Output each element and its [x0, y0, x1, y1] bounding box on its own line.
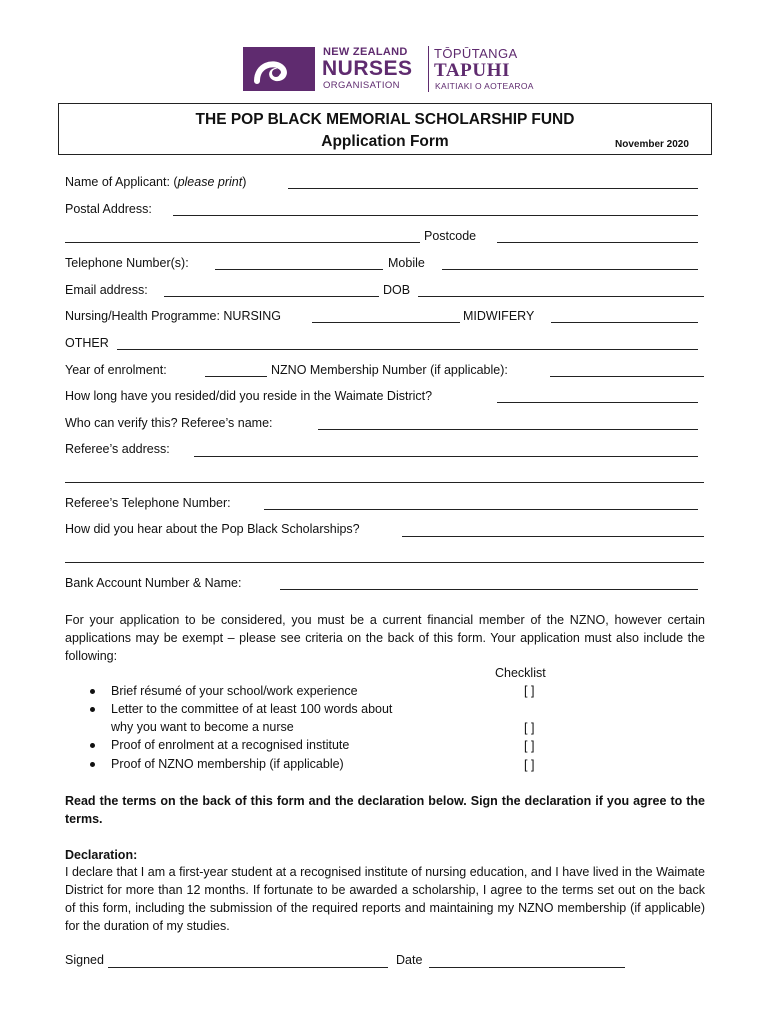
logo-text-organisation: ORGANISATION — [323, 80, 400, 91]
form-title: THE POP BLACK MEMORIAL SCHOLARSHIP FUND — [195, 111, 575, 128]
signed-label: Signed — [65, 953, 104, 967]
checklist-item-letter-cont: why you want to become a nurse — [111, 720, 294, 734]
hear-about-label: How did you hear about the Pop Black Scholarships? — [65, 522, 360, 536]
checklist-item-enrolment: Proof of enrolment at a recognised institute — [111, 738, 350, 752]
hear-about-field[interactable] — [402, 536, 704, 537]
declaration-text: I declare that I am a first-year student at a recognised institute of nursing education, and I have lived in the Waimate District for more than 12 months. If fortunate to be awarded a scholarship, I agree to the terms set out on the back of this form, including the submission of the required reports and maintaining my NZNO membership (if applicable) for the duration of my studies. — [65, 865, 705, 933]
logo-text-toputanga: TŌPŪTANGA — [434, 46, 518, 61]
declaration-heading: Declaration: — [65, 848, 138, 862]
logo-divider — [428, 46, 429, 92]
postcode-field[interactable] — [497, 242, 698, 243]
date-label: Date — [396, 953, 423, 967]
email-field[interactable] — [164, 296, 379, 297]
bullet — [90, 762, 95, 767]
postal-address-field[interactable] — [173, 215, 698, 216]
checkbox-letter[interactable]: [ ] — [524, 721, 535, 735]
mobile-field[interactable] — [442, 269, 698, 270]
referee-name-field[interactable] — [318, 429, 698, 430]
referee-phone-field[interactable] — [264, 509, 698, 510]
email-label: Email address: — [65, 283, 148, 297]
nzno-logo-mark — [243, 47, 315, 91]
instruction-text: Read the terms on the back of this form and the declaration below. Sign the declaration if you agree to the terms. — [65, 794, 705, 826]
form-subtitle: Application Form — [321, 133, 449, 150]
name-field[interactable] — [288, 188, 698, 189]
hear-about-line2-field[interactable] — [65, 562, 704, 563]
referee-phone-label: Referee’s Telephone Number: — [65, 496, 231, 510]
date-field[interactable] — [429, 967, 625, 968]
dob-label: DOB — [383, 283, 411, 297]
midwifery-label: MIDWIFERY — [463, 309, 535, 323]
checklist-item-resume: Brief résumé of your school/work experience — [111, 684, 358, 698]
postal-address-line2-field[interactable] — [65, 242, 420, 243]
membership-number-field[interactable] — [550, 376, 704, 377]
referee-address-field[interactable] — [194, 456, 698, 457]
logo-text-kaitiaki: KAITIAKI O AOTEAROA — [435, 81, 534, 91]
bank-account-field[interactable] — [280, 589, 698, 590]
referee-address-line2-field[interactable] — [65, 482, 704, 483]
midwifery-field[interactable] — [551, 322, 698, 323]
checklist-heading: Checklist — [495, 666, 546, 680]
year-enrolment-label: Year of enrolment: — [65, 363, 167, 377]
residence-label: How long have you resided/did you reside in the Waimate District? — [65, 389, 433, 403]
logo-text-nurses: NURSES — [322, 57, 413, 80]
postcode-label: Postcode — [424, 229, 477, 243]
other-label: OTHER — [65, 336, 109, 350]
bullet — [90, 743, 95, 748]
checklist-item-membership: Proof of NZNO membership (if applicable) — [111, 757, 344, 771]
programme-label: Nursing/Health Programme: NURSING — [65, 309, 282, 323]
bullet — [90, 689, 95, 694]
checkbox-enrolment[interactable]: [ ] — [524, 739, 535, 753]
mobile-label: Mobile — [388, 256, 425, 270]
intro-paragraph: For your application to be considered, you must be a current financial member of the NZNO, however certain applications may be exempt – please see criteria on the back of this form. Your application must also include the following: — [65, 613, 705, 663]
name-label: Name of Applicant: (please print) — [65, 175, 247, 189]
telephone-label: Telephone Number(s): — [65, 256, 189, 270]
residence-field[interactable] — [497, 402, 698, 403]
dob-field[interactable] — [418, 296, 704, 297]
form-date: November 2020 — [615, 139, 689, 150]
referee-name-label: Who can verify this? Referee’s name: — [65, 416, 273, 430]
other-field[interactable] — [117, 349, 698, 350]
logo-text-new-zealand: NEW ZEALAND — [323, 46, 408, 58]
signature-field[interactable] — [108, 967, 388, 968]
year-enrolment-field[interactable] — [205, 376, 267, 377]
bank-account-label: Bank Account Number & Name: — [65, 576, 242, 590]
referee-address-label: Referee’s address: — [65, 442, 170, 456]
checkbox-resume[interactable]: [ ] — [524, 684, 535, 698]
checklist-item-letter: Letter to the committee of at least 100 words about — [111, 702, 393, 716]
bullet — [90, 707, 95, 712]
logo-text-tapuhi: TAPUHI — [434, 60, 511, 81]
nursing-field[interactable] — [312, 322, 460, 323]
membership-number-label: NZNO Membership Number (if applicable): — [271, 363, 508, 377]
postal-address-label: Postal Address: — [65, 202, 152, 216]
telephone-field[interactable] — [215, 269, 383, 270]
checkbox-membership[interactable]: [ ] — [524, 758, 535, 772]
